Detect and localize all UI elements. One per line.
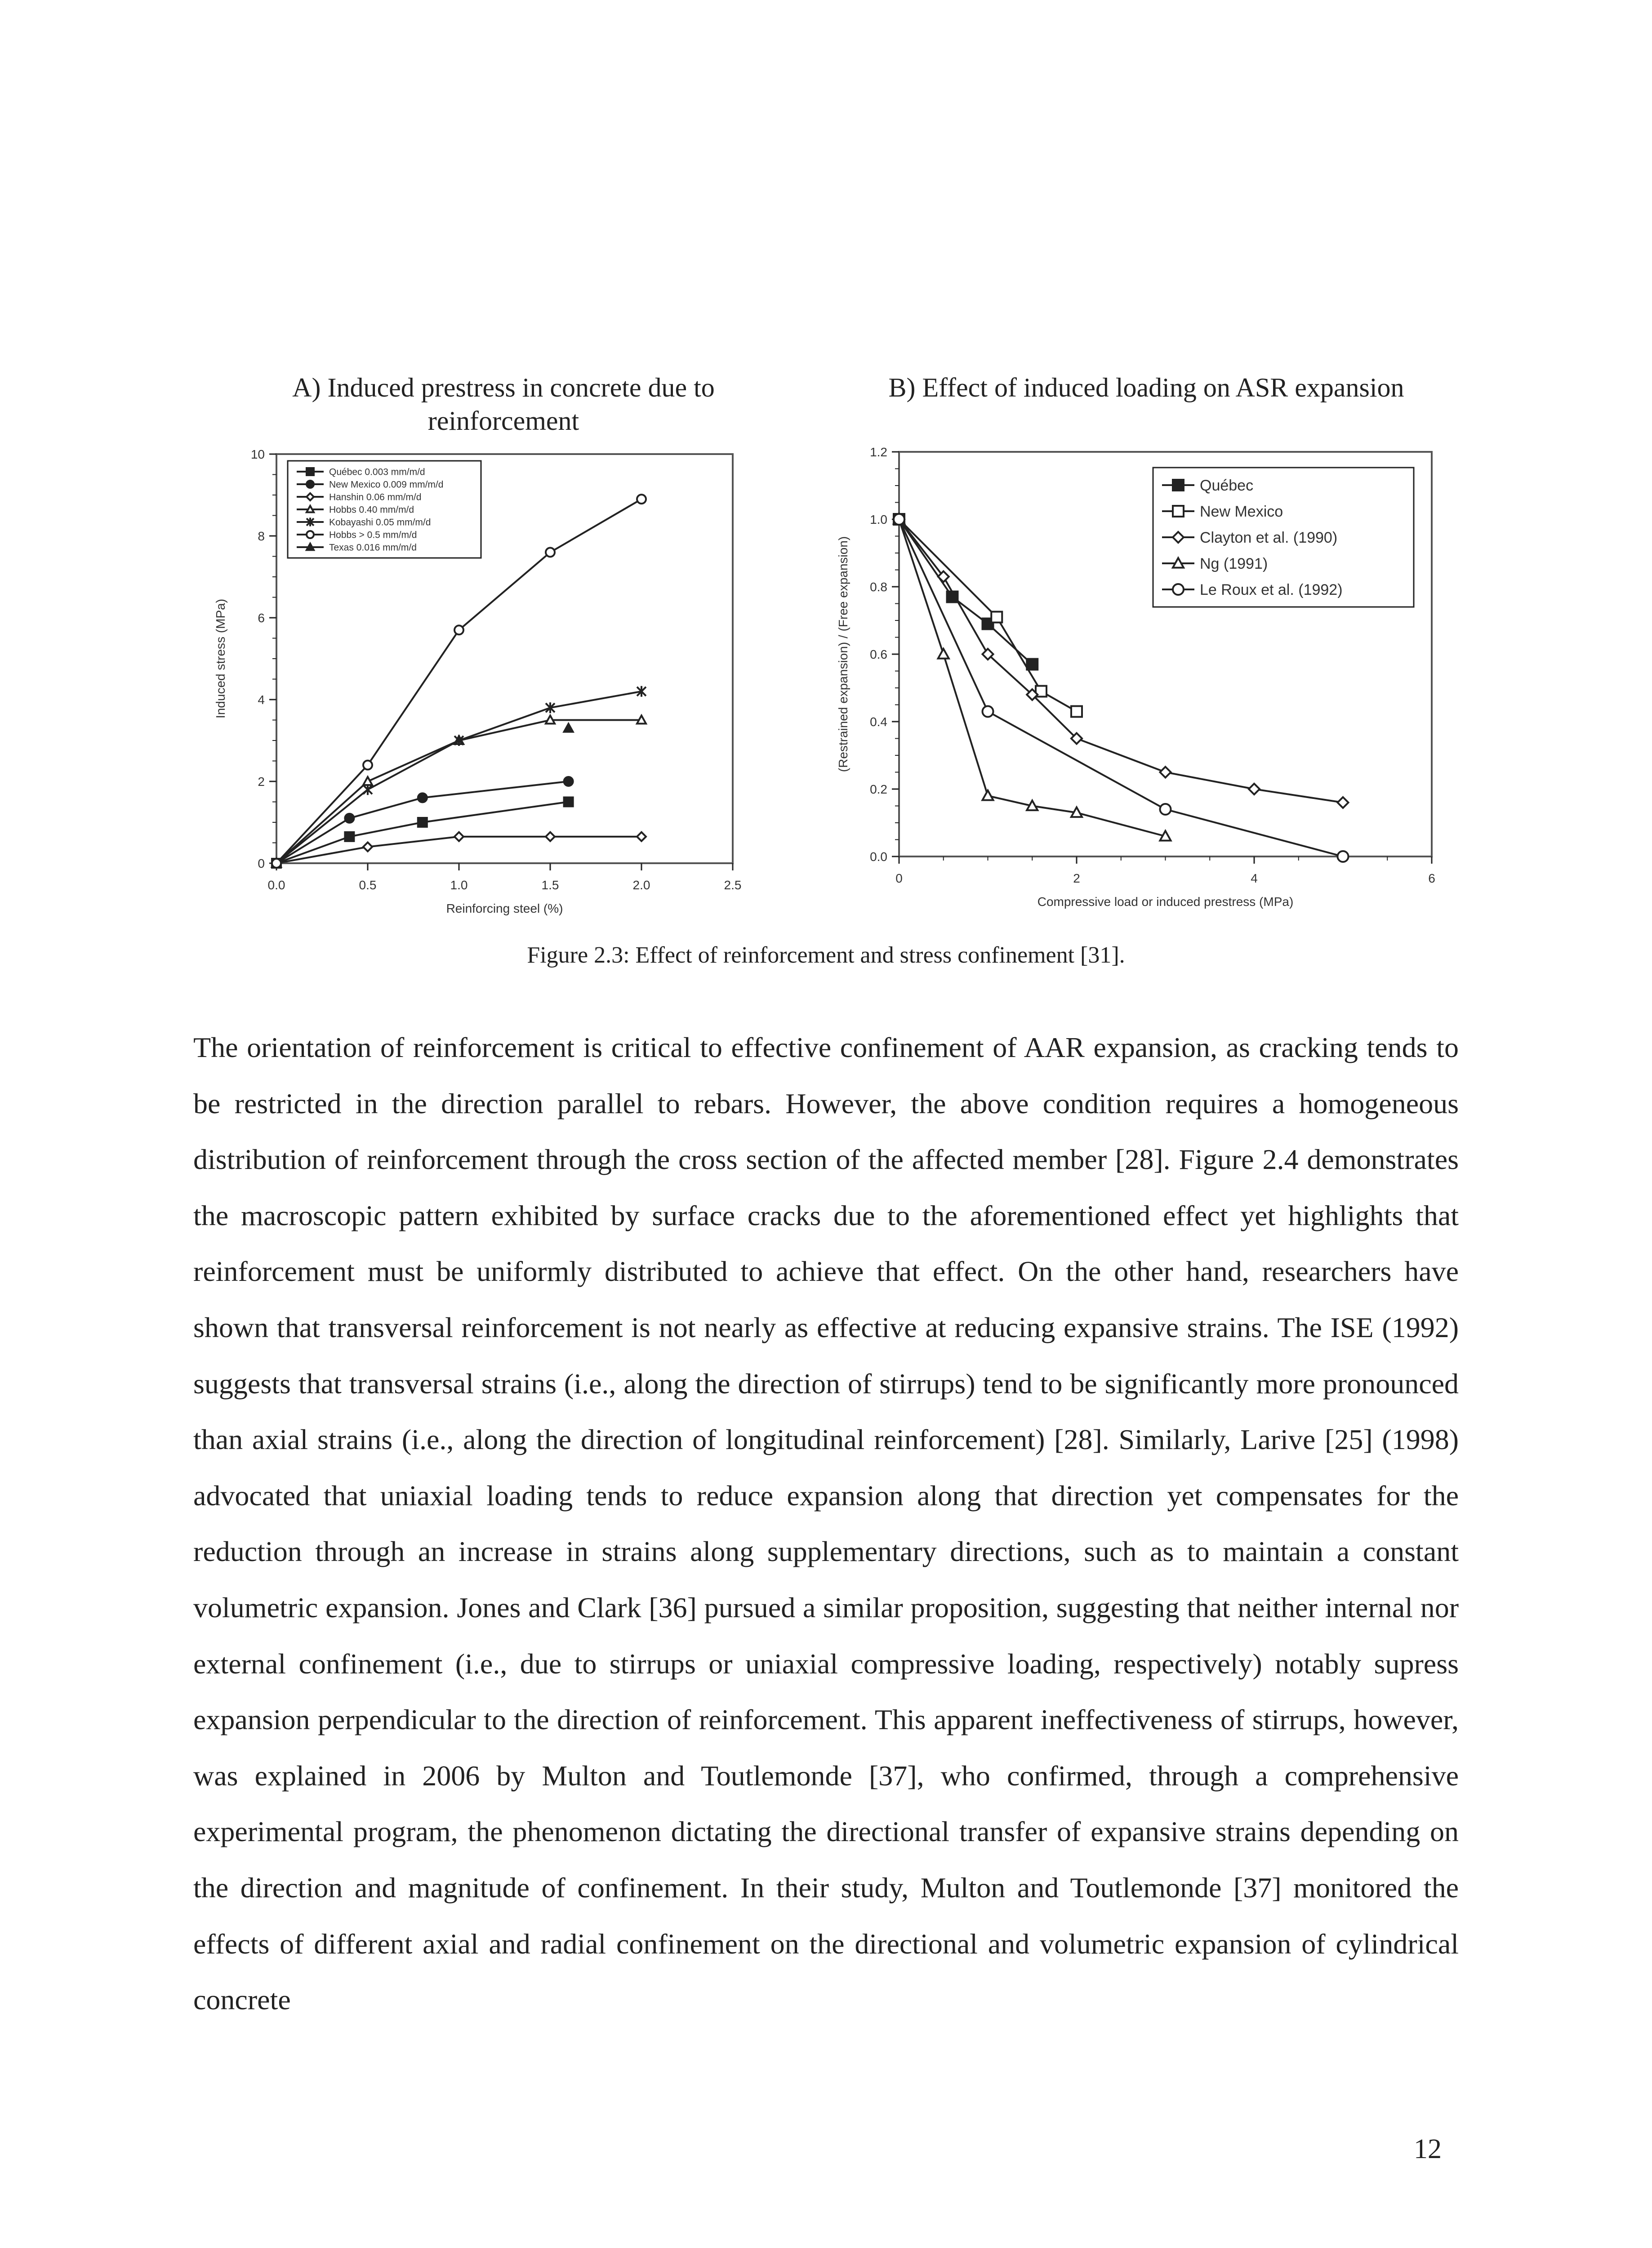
legend	[1153, 468, 1414, 607]
legend-label: Kobayashi 0.05 mm/m/d	[329, 517, 431, 528]
data-point	[983, 790, 993, 800]
legend-label: Clayton et al. (1990)	[1200, 529, 1338, 546]
series-1	[894, 514, 1082, 717]
y-tick-label: 2	[258, 775, 265, 789]
legend-label: New Mexico 0.009 mm/m/d	[329, 479, 444, 490]
x-tick-label: 2.0	[632, 878, 650, 892]
chart-b	[827, 441, 1438, 922]
legend-marker	[1173, 506, 1184, 517]
legend-label: New Mexico	[1200, 503, 1283, 520]
y-axis-label: Induced stress (MPa)	[214, 598, 227, 719]
series-0	[894, 514, 1038, 670]
y-tick-label: 8	[258, 529, 265, 543]
y-tick-label: 0.0	[870, 850, 887, 864]
data-point	[345, 814, 354, 823]
data-point	[454, 832, 463, 841]
page-number: 12	[1414, 2134, 1442, 2164]
legend-marker	[307, 481, 314, 488]
data-point	[1338, 851, 1349, 862]
y-tick-label: 4	[258, 693, 265, 707]
series-line	[276, 802, 569, 864]
x-tick-label: 2.5	[724, 878, 742, 892]
chart-a-title: A) Induced prestress in concrete due to reinforcement	[292, 373, 715, 436]
legend-marker	[307, 468, 314, 475]
series-line	[899, 519, 1077, 712]
data-point	[546, 716, 555, 724]
data-point	[363, 784, 372, 795]
body-paragraph: The orientation of reinforcement is critical to effective confinement of AAR expansion, as cracking tends to be restricted in the direction parallel to rebars. However, the above condition requires a homogeneous distribution of reinforcement through the cross section of the affected member [28]. Figure 2.4 demonstrates the macroscopic pattern exhibited by surface cracks due to the aforementioned effect yet highlights that reinforcement must be uniformly distributed to achieve that effect. On the other hand, researchers have shown that transversal reinforcement is not nearly as effective at reducing expansive strains. The ISE (1992) suggests that transversal strains (i.e., along the direction of stirrups) tend to be significantly more pronounced than axial strains (i.e., along the direction of longitudinal reinforcement) [28]. Similarly, Larive [25] (1998) advocated that uniaxial loading tends to reduce expansion along that direction yet compensates for the reduction through an increase in strains along supplementary directions, such as to maintain a constant volumetric expansion. Jones and Clark [36] pursued a similar proposition, suggesting that neither internal nor external confinement (i.e., due to stirrups or uniaxial compressive loading, respectively) notably supress expansion perpendicular to the direction of reinforcement. This apparent ineffectiveness of stirrups, however, was explained in 2006 by Multon and Toutlemonde [37], who confirmed, through a comprehensive experimental program, the phenomenon dictating the directional transfer of expansive strains depending on the direction and magnitude of confinement. In their study, Multon and Toutlemonde [37] monitored the effects of different axial and radial confinement on the directional and volumetric expansion of cylindrical concrete	[193, 1031, 1459, 2016]
data-point	[938, 649, 949, 659]
y-tick-label: 0.6	[870, 647, 887, 661]
data-point	[1160, 767, 1171, 778]
data-point	[564, 798, 573, 807]
data-point	[1071, 706, 1082, 717]
y-axis-label: (Restrained expansion) / (Free expansion)	[836, 536, 850, 772]
x-tick-label: 0	[895, 871, 903, 885]
data-point	[546, 548, 555, 557]
y-tick-label: 1.2	[870, 445, 887, 459]
data-point	[637, 832, 646, 841]
x-tick-label: 4	[1251, 871, 1258, 885]
y-tick-label: 0	[258, 856, 265, 870]
legend-label: Hobbs > 0.5 mm/m/d	[329, 530, 417, 540]
data-point	[363, 777, 372, 785]
legend-marker	[307, 531, 314, 538]
y-tick-label: 1.0	[870, 513, 887, 526]
data-point	[418, 818, 427, 827]
data-point	[564, 724, 573, 732]
data-point	[1338, 797, 1349, 808]
data-point	[991, 612, 1002, 623]
legend-label: Québec	[1200, 477, 1254, 494]
x-tick-label: 1.5	[541, 878, 559, 892]
series-6	[564, 724, 573, 732]
legend-label: Ng (1991)	[1200, 555, 1268, 572]
data-point	[546, 832, 555, 841]
x-tick-label: 0.0	[267, 878, 285, 892]
series-0	[272, 798, 573, 868]
y-tick-label: 6	[258, 611, 265, 625]
x-axis-label: Reinforcing steel (%)	[446, 901, 563, 915]
data-point	[272, 859, 281, 868]
data-point	[1249, 784, 1260, 794]
x-tick-label: 2	[1073, 871, 1080, 885]
y-tick-label: 0.2	[870, 782, 887, 796]
legend-label: Québec 0.003 mm/m/d	[329, 467, 425, 477]
x-tick-label: 6	[1428, 871, 1435, 885]
legend-marker	[1173, 480, 1184, 491]
legend-label: Texas 0.016 mm/m/d	[329, 542, 417, 553]
data-point	[637, 716, 646, 724]
chart-b-title: B) Effect of induced loading on ASR expansion	[888, 373, 1404, 402]
data-point	[363, 761, 372, 770]
y-tick-label: 10	[250, 447, 265, 461]
y-tick-label: 0.4	[870, 715, 887, 729]
x-tick-label: 1.0	[450, 878, 468, 892]
data-point	[1027, 659, 1038, 670]
legend-marker	[1173, 584, 1184, 595]
data-point	[345, 832, 354, 841]
data-point	[454, 625, 463, 634]
data-point	[363, 843, 372, 852]
legend-label: Hanshin 0.06 mm/m/d	[329, 492, 422, 503]
x-axis-label: Compressive load or induced prestress (MPa)	[1037, 895, 1294, 909]
y-tick-label: 0.8	[870, 580, 887, 594]
data-point	[418, 793, 427, 802]
data-point	[564, 777, 573, 786]
data-point	[637, 495, 646, 504]
legend-label: Le Roux et al. (1992)	[1200, 581, 1343, 598]
x-tick-label: 0.5	[359, 878, 377, 892]
figure-caption: Figure 2.3: Effect of reinforcement and stress confinement [31].	[527, 942, 1125, 968]
chart-a	[207, 445, 764, 926]
legend-label: Hobbs 0.40 mm/m/d	[329, 504, 414, 515]
data-point	[983, 706, 993, 717]
legend	[288, 461, 481, 558]
data-point	[1160, 804, 1171, 815]
data-point	[894, 514, 904, 525]
